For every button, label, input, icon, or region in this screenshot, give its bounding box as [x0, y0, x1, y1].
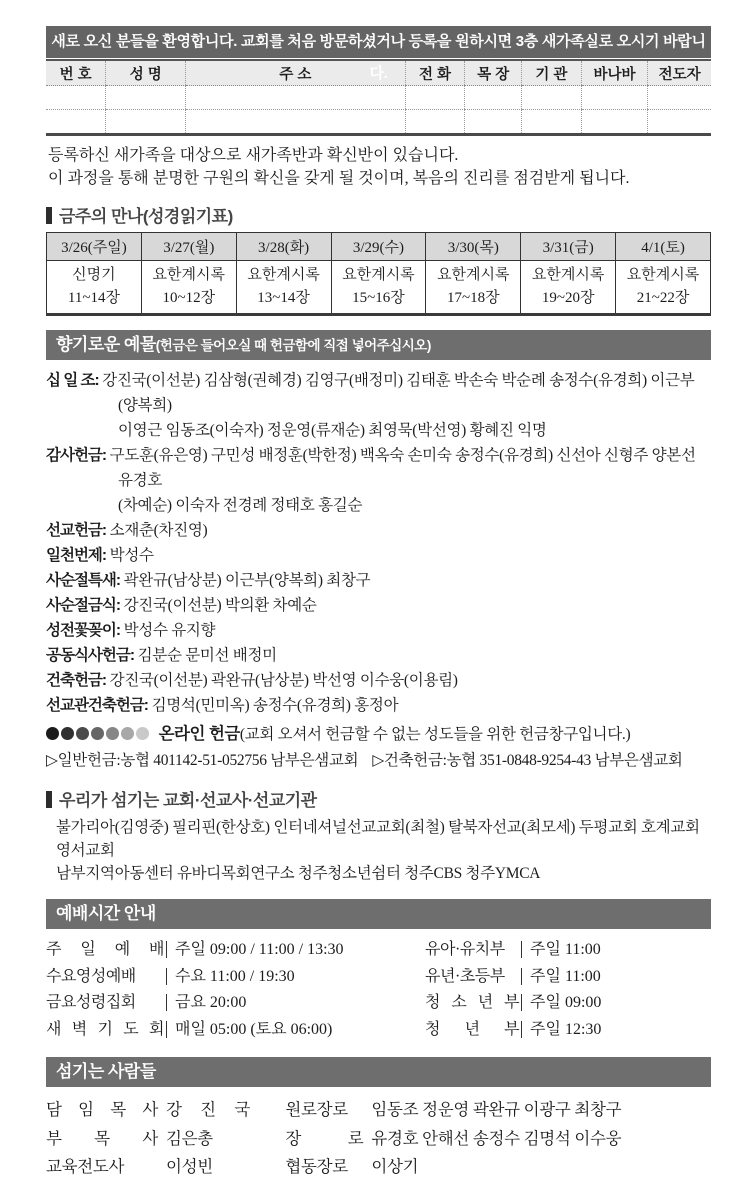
service-time: 주일 12:30 — [521, 1021, 601, 1038]
offering-names: 구도훈(유은영) 구민성 배정훈(박한정) 백옥숙 손미숙 송정수(유경희) 신선아 신형주 양본선 유경호 — [109, 447, 696, 489]
staff-row — [46, 1153, 285, 1182]
offering-names-cont: (차예순) 이숙자 전경례 정태호 홍길순 — [118, 497, 363, 514]
reading-range: 19~20장 — [541, 290, 595, 306]
empty-cell — [465, 110, 522, 135]
section-bar-icon — [46, 207, 52, 224]
empty-cell — [46, 86, 106, 110]
mission-line2: 남부지역아동센터 유바디목회연구소 청주청소년쉼터 청주CBS 청주YMCA — [56, 865, 541, 882]
bible-date-header: 3/26(주일) — [47, 233, 142, 261]
welcome-banner-text: 새로 오신 분들을 환영합니다. 교회를 처음 방문하셨거나 등록을 원하시면 3층 새가족실로 오시기 바랍니다. — [51, 33, 706, 82]
empty-cell — [106, 110, 186, 135]
service-time: 주일 11:00 — [521, 968, 601, 985]
bible-date-header: 3/30(목) — [426, 233, 521, 261]
column-header-evangelist: 전도자 — [648, 60, 711, 86]
column-header-barnabas: 바나바 — [581, 60, 648, 86]
bible-reading-table — [46, 232, 711, 316]
staff-name: 임동조 정운영 곽완규 이광구 최창구 — [371, 1100, 622, 1119]
reading-book: 요한계시록 — [626, 267, 700, 283]
reading-range: 11~14장 — [67, 290, 120, 306]
online-dot-icon — [46, 727, 59, 740]
reading-book: 요한계시록 — [152, 267, 225, 283]
staff-role: 원로장로 — [285, 1100, 348, 1119]
section-bar-icon — [46, 791, 52, 808]
mission-line1: 불가리아(김영중) 필리핀(한상호) 인터네셔널선교교회(최철) 탈북자선교(최모세) 두평교회 호계교회 영서교회 — [56, 819, 700, 859]
service-time: 금요 20:00 — [166, 994, 246, 1011]
registration-note-line2: 이 과정을 통해 분명한 구원의 확신을 갖게 될 것이며, 복음의 진리를 점검받게 됩니다. — [48, 170, 630, 187]
staff-row — [285, 1153, 711, 1182]
schedule-row — [46, 1017, 425, 1044]
empty-cell — [186, 110, 405, 135]
reading-book: 요한계시록 — [342, 267, 415, 283]
bible-date-header: 3/31(금) — [521, 233, 616, 261]
mission-section-title-text: 우리가 섬기는 교회·선교사·선교기관 — [59, 791, 317, 810]
schedule-row — [425, 937, 711, 964]
empty-cell — [46, 110, 106, 135]
empty-cell — [648, 110, 711, 135]
empty-cell — [648, 86, 711, 110]
offering-item — [46, 543, 711, 568]
reading-range: 10~12장 — [162, 290, 216, 306]
offerings-section-title: 향기로운 예물 — [56, 335, 156, 354]
column-header-organization: 기 관 — [521, 60, 581, 86]
reading-range: 21~22장 — [636, 290, 690, 306]
staff-list-left — [46, 1096, 285, 1182]
online-dot-icon — [91, 727, 104, 740]
online-dot-icon — [61, 727, 74, 740]
staff-list-right — [285, 1096, 711, 1182]
empty-cell — [106, 86, 186, 110]
empty-cell — [581, 110, 648, 135]
staff-row — [46, 1125, 285, 1154]
bible-reading-cell — [426, 261, 521, 315]
staff-name: 강 진 국 — [166, 1100, 250, 1119]
service-name: 청 년 부 — [425, 1020, 520, 1038]
offering-label: 공동식사헌금: — [46, 647, 135, 664]
reading-book: 요한계시록 — [247, 267, 320, 283]
staff-row — [46, 1096, 285, 1125]
mission-section-title — [46, 786, 711, 811]
offering-item — [46, 443, 711, 518]
offering-label: 일천번제: — [46, 547, 107, 564]
schedule-row — [425, 1017, 711, 1044]
reading-range: 13~14장 — [257, 290, 310, 306]
staff-role: 교육전도사 — [46, 1157, 125, 1176]
offering-label: 성전꽃꽂이: — [46, 622, 121, 639]
offering-names: 박성수 유지향 — [123, 622, 216, 639]
offering-label: 선교헌금: — [46, 522, 107, 539]
mission-list — [56, 816, 711, 885]
registration-note — [48, 144, 711, 190]
offering-item — [46, 568, 711, 593]
offering-names: 곽완규(남상분) 이근부(양복희) 최창구 — [123, 572, 371, 589]
reading-book: 요한계시록 — [437, 267, 510, 283]
online-dot-icon — [76, 727, 89, 740]
bible-reading-cell — [236, 261, 331, 315]
offering-names: 김분순 문미선 배정미 — [137, 647, 277, 664]
reading-book: 요한계시록 — [531, 267, 605, 283]
offering-label: 사순절특새: — [46, 572, 121, 589]
offering-label: 십 일 조: — [46, 372, 99, 389]
offering-item — [46, 668, 711, 693]
staff-name: 이성빈 — [166, 1157, 213, 1176]
new-family-empty-row — [46, 110, 711, 135]
staff-role: 협동장로 — [285, 1157, 348, 1176]
service-name: 유년·초등부 — [425, 967, 505, 985]
offering-label: 사순절금식: — [46, 597, 121, 614]
online-dot-icon — [106, 727, 119, 740]
column-header-name: 성 명 — [106, 60, 186, 86]
staff-name: 유경호 안해선 송정수 김명석 이수웅 — [371, 1128, 622, 1148]
offering-label: 선교관건축헌금: — [46, 697, 148, 714]
worship-schedule-right — [425, 937, 711, 1043]
bible-date-header: 4/1(토) — [616, 233, 711, 261]
schedule-row — [46, 937, 425, 964]
offering-names-cont: 이영근 임동조(이숙자) 정운영(류재순) 최영묵(박선영) 황혜진 익명 — [118, 422, 547, 439]
worship-section-bar — [46, 899, 711, 929]
bible-reading-cell — [616, 261, 711, 315]
schedule-row — [46, 964, 425, 991]
worship-schedule-left — [46, 937, 425, 1043]
empty-cell — [581, 86, 648, 110]
service-name: 청 소 년 부 — [425, 994, 520, 1011]
schedule-row — [425, 964, 711, 991]
offering-item — [46, 368, 711, 443]
staff-list — [46, 1096, 711, 1182]
offering-names: 강진국(이선분) 곽완규(남상분) 박선영 이수웅(이용림) — [109, 672, 458, 689]
empty-cell — [405, 110, 465, 135]
schedule-row — [46, 990, 425, 1017]
bible-section-title — [46, 202, 711, 227]
reading-range: 17~18장 — [446, 290, 500, 306]
offering-accounts — [46, 748, 711, 774]
offering-label: 건축헌금: — [46, 672, 107, 689]
online-dot-icon — [121, 727, 134, 740]
offering-names: 소재춘(차진영) — [109, 522, 208, 539]
service-name: 수요영성예배 — [46, 967, 136, 985]
online-offering-note: (교회 오셔서 헌금할 수 없는 성도들을 위한 헌금창구입니다.) — [239, 726, 631, 743]
offering-label: 감사헌금: — [46, 447, 107, 464]
bible-reading-cell — [141, 261, 236, 315]
offering-item — [46, 593, 711, 618]
staff-row — [285, 1096, 711, 1125]
service-name: 주 일 예 배 — [46, 941, 164, 958]
bible-date-header: 3/28(화) — [236, 233, 331, 261]
offering-item — [46, 618, 711, 643]
staff-role: 장 로 — [285, 1128, 364, 1148]
reading-book: 신명기 — [72, 267, 116, 283]
service-name: 유아·유치부 — [425, 941, 505, 958]
worship-section-title: 예배시간 안내 — [56, 904, 156, 923]
offerings-list — [46, 368, 711, 718]
empty-cell — [521, 110, 581, 135]
online-offering-title: 온라인 헌금 — [158, 725, 240, 743]
staff-section-bar — [46, 1057, 711, 1087]
bible-date-header: 3/29(수) — [331, 233, 426, 261]
offerings-section-bar — [46, 330, 711, 360]
column-header-address: 주 소 — [186, 60, 405, 86]
offering-names: 박성수 — [109, 547, 154, 564]
bible-section-title-text: 금주의 만나(성경읽기표) — [59, 207, 233, 226]
offering-item — [46, 518, 711, 543]
bible-reading-cell — [331, 261, 426, 315]
offering-item — [46, 643, 711, 668]
empty-cell — [465, 86, 522, 110]
staff-row — [285, 1125, 711, 1154]
staff-section-title: 섬기는 사람들 — [56, 1062, 156, 1081]
service-time: 주일 09:00 — [521, 994, 601, 1011]
bible-reading-cell — [47, 261, 142, 315]
column-header-phone: 전 화 — [405, 60, 465, 86]
online-offering-row — [46, 721, 711, 748]
offering-names: 강진국(이선분) 김삼형(권혜경) 김영구(배정미) 김태훈 박손숙 박순례 송정수(유경희) 이근부(양복희) — [102, 372, 695, 414]
staff-role: 담 임 목 사 — [46, 1100, 158, 1119]
column-header-number: 번 호 — [46, 60, 106, 86]
bible-reading-row — [47, 261, 711, 315]
bible-date-header: 3/27(월) — [141, 233, 236, 261]
registration-note-line1: 등록하신 새가족을 대상으로 새가족반과 확신반이 있습니다. — [48, 147, 459, 164]
service-name: 새 벽 기 도 회 — [46, 1020, 164, 1038]
online-dot-icon — [136, 727, 149, 740]
bible-reading-cell — [521, 261, 616, 315]
general-account: ▷일반헌금:농협 401142-51-052756 남부은샘교회 — [46, 752, 359, 769]
building-account: ▷건축헌금:농협 351-0848-9254-43 남부은샘교회 — [372, 752, 683, 769]
staff-name: 김은총 — [166, 1128, 213, 1148]
worship-schedule — [46, 937, 711, 1043]
bible-date-row — [47, 233, 711, 261]
offering-names: 김명석(민미옥) 송정수(유경희) 홍정아 — [151, 697, 399, 714]
service-name: 금요성령집회 — [46, 994, 136, 1011]
offerings-section-note: (헌금은 들어오실 때 헌금함에 직접 넣어주십시오) — [155, 338, 431, 353]
staff-name: 이상기 — [371, 1157, 419, 1176]
empty-cell — [521, 86, 581, 110]
schedule-row — [425, 990, 711, 1017]
reading-range: 15~16장 — [352, 290, 405, 306]
service-time: 매일 05:00 (토요 06:00) — [166, 1021, 332, 1038]
offering-item — [46, 693, 711, 718]
service-time: 주일 09:00 / 11:00 / 13:30 — [166, 941, 344, 958]
column-header-mokjang: 목 장 — [465, 60, 522, 86]
empty-cell — [405, 86, 465, 110]
service-time: 수요 11:00 / 19:30 — [166, 968, 295, 985]
offering-names: 강진국(이선분) 박의환 차예순 — [123, 597, 317, 614]
staff-role: 부 목 사 — [46, 1128, 158, 1148]
service-time: 주일 11:00 — [521, 941, 601, 958]
